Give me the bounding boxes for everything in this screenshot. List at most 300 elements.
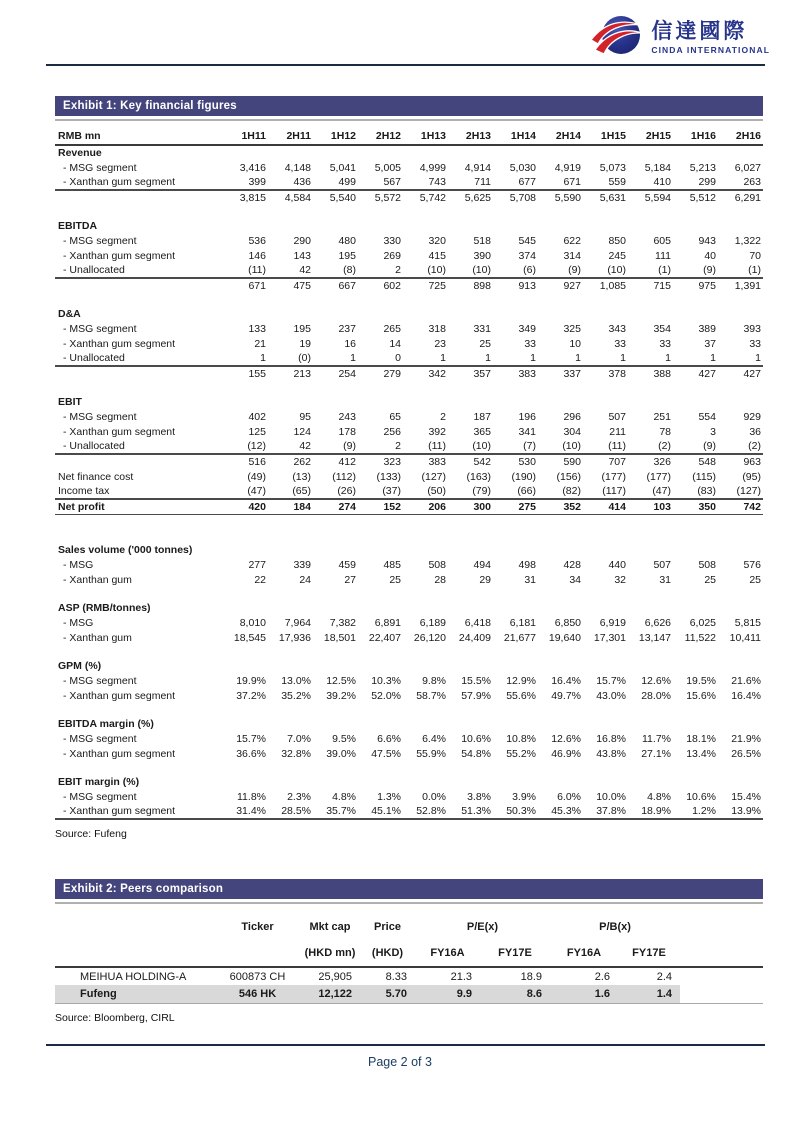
table-row xyxy=(55,731,763,746)
cell-value: 65 xyxy=(389,410,401,423)
cell-value xyxy=(673,658,718,673)
cell-value: (11) xyxy=(248,264,266,276)
cell-value: 54.8% xyxy=(461,747,491,760)
cell-value xyxy=(493,218,538,233)
cell-value: 55.2% xyxy=(506,747,536,760)
cell-value: 1 xyxy=(575,352,581,364)
cell-value xyxy=(718,600,763,615)
cell-value: 15.7% xyxy=(236,732,266,745)
cell-value: 36.6% xyxy=(236,747,266,760)
cell-value xyxy=(628,306,673,321)
peer-pe-fy17e: 8.6 xyxy=(480,985,550,1003)
cell-value: 28.0% xyxy=(641,689,671,702)
cell-value: 15.6% xyxy=(686,689,716,702)
cell-value: 576 xyxy=(743,558,761,571)
cell-value: 415 xyxy=(428,249,446,262)
cell-value: 388 xyxy=(628,366,673,381)
spacer-cell xyxy=(55,587,763,600)
cell-value xyxy=(448,600,493,615)
cell-value xyxy=(223,716,268,731)
cell-value: 195 xyxy=(338,249,356,262)
cell-value: 11.7% xyxy=(642,732,671,745)
cell-value: 436 xyxy=(293,176,311,188)
cell-value: 22 xyxy=(254,573,266,586)
cell-value: 6,626 xyxy=(644,616,671,629)
cell-value: 9.8% xyxy=(422,674,446,687)
cell-value: 35.7% xyxy=(326,805,356,817)
cell-value xyxy=(223,774,268,789)
cell-value: 19 xyxy=(299,337,311,350)
peers-pb-fy17e-header: FY17E xyxy=(618,940,680,967)
cell-value: 671 xyxy=(223,278,268,293)
cell-value: 1 xyxy=(530,352,536,364)
cell-value: 26,120 xyxy=(413,631,446,644)
cell-value: 518 xyxy=(473,234,491,247)
cell-value: 16 xyxy=(344,337,356,350)
cell-value: 143 xyxy=(293,249,311,262)
cell-value: (10) xyxy=(472,440,491,452)
cell-value: 237 xyxy=(338,322,356,335)
cell-value xyxy=(538,600,583,615)
cell-value: 516 xyxy=(223,454,268,469)
cell-value: 269 xyxy=(383,249,401,262)
cell-value: 6,919 xyxy=(599,616,626,629)
peer-mktcap: 12,122 xyxy=(300,985,360,1003)
logo-english-name: CINDA INTERNATIONAL xyxy=(651,45,770,55)
table-row xyxy=(55,688,763,703)
cell-value: 390 xyxy=(473,249,491,262)
peers-header-filler xyxy=(680,913,763,940)
cell-value xyxy=(223,306,268,321)
cell-value: 279 xyxy=(358,366,403,381)
cell-value: 299 xyxy=(698,176,716,188)
cell-value xyxy=(403,774,448,789)
cell-value: 152 xyxy=(358,499,403,514)
cell-value xyxy=(493,542,538,557)
spacer-row xyxy=(55,645,763,658)
peer-pb-fy17e: 2.4 xyxy=(656,970,672,983)
cell-value: 33 xyxy=(659,337,671,350)
peer-row xyxy=(55,967,763,985)
cell-value: 374 xyxy=(518,249,536,262)
cell-value: 1 xyxy=(755,352,761,364)
cell-value: 17,936 xyxy=(278,631,311,644)
cell-value: 13,147 xyxy=(638,631,671,644)
cell-value: 1 xyxy=(710,352,716,364)
cell-value: 350 xyxy=(673,499,718,514)
table-row xyxy=(55,366,763,381)
row-label: - MSG segment xyxy=(63,161,137,174)
cell-value: 52.0% xyxy=(371,689,401,702)
cell-value xyxy=(718,716,763,731)
cell-value: 314 xyxy=(563,249,581,262)
cell-value: 51.3% xyxy=(461,805,491,817)
cell-value xyxy=(583,218,628,233)
cell-value: 10.3% xyxy=(371,674,401,687)
cell-value: (47) xyxy=(652,485,671,497)
cell-value xyxy=(628,600,673,615)
cell-value: 1,391 xyxy=(718,278,763,293)
page-number: Page 2 of 3 xyxy=(368,1055,432,1069)
cell-value: 554 xyxy=(698,410,716,423)
cell-value xyxy=(583,306,628,321)
cell-value: 50.3% xyxy=(506,805,536,817)
cell-value: 33 xyxy=(749,337,761,350)
cell-value: 10 xyxy=(569,337,581,350)
cell-value: 711 xyxy=(474,176,491,188)
peers-table-head xyxy=(55,913,763,967)
row-label: Revenue xyxy=(58,147,102,159)
cell-value: (66) xyxy=(517,485,536,497)
cell-value: 5,572 xyxy=(358,190,403,205)
spacer-cell xyxy=(55,381,763,394)
cell-value: (13) xyxy=(292,470,311,483)
cell-value: (9) xyxy=(568,264,581,276)
cell-value: 296 xyxy=(563,410,581,423)
cell-value xyxy=(628,658,673,673)
cell-value xyxy=(673,145,718,160)
cell-value: 341 xyxy=(518,425,536,438)
cell-value xyxy=(538,542,583,557)
cell-value: 29 xyxy=(479,573,491,586)
period-column-header: 1H15 xyxy=(583,127,628,145)
cell-value: 6,291 xyxy=(718,190,763,205)
cell-value: (65) xyxy=(292,485,311,497)
cell-value xyxy=(448,658,493,673)
cell-value xyxy=(268,145,313,160)
cell-value: 943 xyxy=(698,234,716,247)
row-label: - Xanthan gum segment xyxy=(63,425,176,438)
peer-mktcap: 25,905 xyxy=(318,970,352,983)
cell-value xyxy=(718,394,763,409)
cell-value xyxy=(718,658,763,673)
cell-value: 243 xyxy=(338,410,356,423)
cell-value: 28.5% xyxy=(281,805,311,817)
cell-value: 2.3% xyxy=(287,790,311,803)
table-row xyxy=(55,572,763,587)
peer-pe-fy16a: 9.9 xyxy=(415,985,480,1003)
cell-value xyxy=(628,542,673,557)
spacer-row xyxy=(55,703,763,716)
cell-value: (9) xyxy=(703,440,716,452)
section-header-row xyxy=(55,306,763,321)
cell-value xyxy=(718,542,763,557)
row-label: - Xanthan gum xyxy=(63,573,132,586)
spacer-row xyxy=(55,381,763,394)
cell-value: 343 xyxy=(608,322,626,335)
cell-value: 52.8% xyxy=(416,805,446,817)
header-divider xyxy=(46,64,765,66)
cell-value: 4.8% xyxy=(332,790,356,803)
cell-value: 5,815 xyxy=(734,616,761,629)
cell-value: 211 xyxy=(609,425,626,438)
cell-value: 37.2% xyxy=(236,689,266,702)
cell-value: 378 xyxy=(583,366,628,381)
cell-value xyxy=(313,542,358,557)
cell-value: (156) xyxy=(556,470,581,483)
cell-value: 2 xyxy=(440,410,446,423)
peers-subheader-blank xyxy=(55,940,215,967)
cell-value: (10) xyxy=(607,264,626,276)
cell-value: 111 xyxy=(655,249,671,262)
cell-value: 536 xyxy=(248,234,266,247)
cell-value: 19.9% xyxy=(236,674,266,687)
cell-value: 31.4% xyxy=(236,805,266,817)
cell-value: 206 xyxy=(403,499,448,514)
cell-value: 499 xyxy=(338,176,356,188)
row-label: - Xanthan gum segment xyxy=(63,249,176,262)
cell-value: (190) xyxy=(511,470,536,483)
cell-value: 5,184 xyxy=(644,161,671,174)
cell-value: 13.0% xyxy=(281,674,311,687)
table-row xyxy=(55,336,763,351)
row-label: GPM (%) xyxy=(58,659,102,672)
cell-value: (177) xyxy=(601,470,626,483)
cinda-globe-icon xyxy=(590,13,644,62)
cell-value: 494 xyxy=(473,558,491,571)
peer-pb-fy16a: 1.6 xyxy=(550,985,618,1003)
cell-value: 2 xyxy=(395,264,401,276)
cell-value: 5,742 xyxy=(403,190,448,205)
cell-value xyxy=(358,716,403,731)
cell-value: 26.5% xyxy=(731,747,761,760)
cell-value: (0) xyxy=(298,352,311,364)
exhibit1-table-head xyxy=(55,127,763,145)
cell-value: 927 xyxy=(538,278,583,293)
peer-row-filler xyxy=(680,985,763,1003)
cell-value xyxy=(313,145,358,160)
exhibit2-source: Source: Bloomberg, CIRL xyxy=(55,1011,175,1024)
row-label: EBIT xyxy=(58,395,82,408)
cell-value: 402 xyxy=(248,410,266,423)
cell-value: (127) xyxy=(736,485,761,497)
cell-value: (47) xyxy=(247,485,266,497)
cell-value: 3.8% xyxy=(467,790,491,803)
cell-value: 155 xyxy=(223,366,268,381)
spacer-row xyxy=(55,514,763,542)
cell-value xyxy=(538,774,583,789)
cell-value: 389 xyxy=(698,322,716,335)
row-label: - MSG segment xyxy=(63,410,137,423)
cell-value: 5,041 xyxy=(329,161,356,174)
cell-value: 323 xyxy=(358,454,403,469)
cell-value xyxy=(223,394,268,409)
cell-value xyxy=(313,306,358,321)
cell-value: 19,640 xyxy=(548,631,581,644)
cell-value xyxy=(583,145,628,160)
cell-value xyxy=(448,306,493,321)
cell-value xyxy=(538,218,583,233)
cell-value: 6,850 xyxy=(554,616,581,629)
peers-price-header: Price xyxy=(374,920,401,933)
cell-value: 39.2% xyxy=(326,689,356,702)
cell-value: 1,085 xyxy=(583,278,628,293)
peers-pe-fy17e-header: FY17E xyxy=(480,940,550,967)
cell-value xyxy=(493,306,538,321)
cell-value: 45.3% xyxy=(551,805,581,817)
cell-value: 55.9% xyxy=(416,747,446,760)
cell-value: 262 xyxy=(268,454,313,469)
cell-value: 34 xyxy=(569,573,581,586)
cell-value: 12.9% xyxy=(506,674,536,687)
cell-value xyxy=(223,600,268,615)
cell-value: 898 xyxy=(448,278,493,293)
peer-ticker: 600873 CH xyxy=(229,970,286,983)
peers-pe-header: P/E(x) xyxy=(466,920,499,933)
cell-value: 15.5% xyxy=(461,674,491,687)
cell-value: 5,030 xyxy=(509,161,536,174)
cell-value: 6,025 xyxy=(689,616,716,629)
cell-value xyxy=(313,394,358,409)
cell-value: 3,815 xyxy=(223,190,268,205)
cell-value: 357 xyxy=(448,366,493,381)
cell-value xyxy=(268,542,313,557)
table-row xyxy=(55,439,763,454)
cell-value xyxy=(358,145,403,160)
cell-value: 33 xyxy=(614,337,626,350)
cell-value: 36 xyxy=(749,425,761,438)
cell-value: (177) xyxy=(646,470,671,483)
cell-value xyxy=(403,394,448,409)
cell-value: 3 xyxy=(710,425,716,438)
section-header-row xyxy=(55,774,763,789)
cell-value: 6,189 xyxy=(419,616,446,629)
cell-value: 399 xyxy=(248,176,266,188)
cell-value: 24,409 xyxy=(458,631,491,644)
cell-value: 39.0% xyxy=(326,747,356,760)
cell-value: 95 xyxy=(299,410,311,423)
cell-value: 146 xyxy=(248,249,266,262)
table-row xyxy=(55,233,763,248)
spacer-cell xyxy=(55,761,763,774)
cell-value: 25 xyxy=(479,337,491,350)
row-label: EBITDA xyxy=(58,219,98,232)
row-label: EBIT margin (%) xyxy=(58,775,140,788)
cell-value: 667 xyxy=(313,278,358,293)
table-row xyxy=(55,673,763,688)
peers-ticker-header: Ticker xyxy=(241,920,274,933)
cell-value: 542 xyxy=(448,454,493,469)
cell-value: (2) xyxy=(658,440,671,452)
spacer-cell xyxy=(55,645,763,658)
cell-value: 420 xyxy=(223,499,268,514)
cell-value: 10.8% xyxy=(506,732,536,745)
cell-value: 15.7% xyxy=(596,674,626,687)
peers-price-unit: (HKD) xyxy=(360,940,415,967)
cell-value: (95) xyxy=(742,470,761,483)
cell-value: 195 xyxy=(293,322,311,335)
cell-value: 55.6% xyxy=(506,689,536,702)
row-label: - Xanthan gum segment xyxy=(63,747,176,760)
cell-value xyxy=(268,394,313,409)
cell-value: 383 xyxy=(403,454,448,469)
cell-value: 0.0% xyxy=(422,790,446,803)
section-header-row xyxy=(55,394,763,409)
cell-value: 23 xyxy=(434,337,446,350)
cell-value: 6,181 xyxy=(509,616,536,629)
cell-value: 9.5% xyxy=(332,732,356,745)
cell-value: 1,322 xyxy=(734,234,761,247)
cell-value: 485 xyxy=(383,558,401,571)
cell-value: (9) xyxy=(343,440,356,452)
cell-value: 14 xyxy=(389,337,401,350)
cell-value: 70 xyxy=(749,249,761,262)
peers-pb-header: P/B(x) xyxy=(599,920,631,933)
cell-value: 475 xyxy=(268,278,313,293)
cell-value: 42 xyxy=(299,440,311,452)
row-label: Net finance cost xyxy=(58,470,134,483)
cell-value xyxy=(628,145,673,160)
cell-value: 498 xyxy=(518,558,536,571)
cell-value: 4.8% xyxy=(647,790,671,803)
peer-row xyxy=(55,985,763,1003)
cell-value: 11,522 xyxy=(684,631,716,644)
table-row xyxy=(55,746,763,761)
table-row xyxy=(55,615,763,630)
cell-value xyxy=(673,394,718,409)
cell-value: 975 xyxy=(673,278,718,293)
cell-value: (1) xyxy=(748,264,761,276)
cell-value: 19.5% xyxy=(686,674,716,687)
peers-pe-fy16a-header: FY16A xyxy=(415,940,480,967)
cell-value: (12) xyxy=(247,440,266,452)
cell-value: 277 xyxy=(248,558,266,571)
table-row xyxy=(55,804,763,819)
period-column-header: 1H14 xyxy=(493,127,538,145)
cell-value xyxy=(628,774,673,789)
cell-value: 7.0% xyxy=(287,732,311,745)
row-label: D&A xyxy=(58,307,81,320)
cell-value: 5,005 xyxy=(374,161,401,174)
cell-value: 28 xyxy=(434,573,446,586)
cell-value xyxy=(268,774,313,789)
cell-value xyxy=(538,658,583,673)
cell-value xyxy=(673,306,718,321)
cell-value xyxy=(223,218,268,233)
cell-value xyxy=(448,218,493,233)
cell-value: 31 xyxy=(659,573,671,586)
row-label: - MSG xyxy=(63,558,94,571)
cell-value: 37.8% xyxy=(596,805,626,817)
cell-value: 33 xyxy=(524,337,536,350)
cell-value: 42 xyxy=(299,264,311,276)
cell-value: 57.9% xyxy=(461,689,491,702)
cell-value xyxy=(358,542,403,557)
section-header-row xyxy=(55,542,763,557)
cell-value: 58.7% xyxy=(416,689,446,702)
exhibit-1-section xyxy=(55,96,763,840)
cell-value: (10) xyxy=(472,264,491,276)
cell-value xyxy=(268,658,313,673)
cell-value xyxy=(358,306,403,321)
peers-subheader-row xyxy=(55,940,763,967)
period-column-header: 2H11 xyxy=(268,127,313,145)
cell-value: 412 xyxy=(313,454,358,469)
cell-value xyxy=(583,658,628,673)
period-column-header: 1H12 xyxy=(313,127,358,145)
cell-value: 15.4% xyxy=(731,790,761,803)
cell-value: (1) xyxy=(658,264,671,276)
cell-value: 707 xyxy=(583,454,628,469)
row-label: - Xanthan gum segment xyxy=(63,805,176,817)
cell-value xyxy=(403,542,448,557)
table-row xyxy=(55,454,763,469)
cell-value: 21,677 xyxy=(503,631,536,644)
cell-value: (6) xyxy=(523,264,536,276)
cell-value xyxy=(358,774,403,789)
table-row xyxy=(55,190,763,205)
cell-value: 4,999 xyxy=(419,161,446,174)
